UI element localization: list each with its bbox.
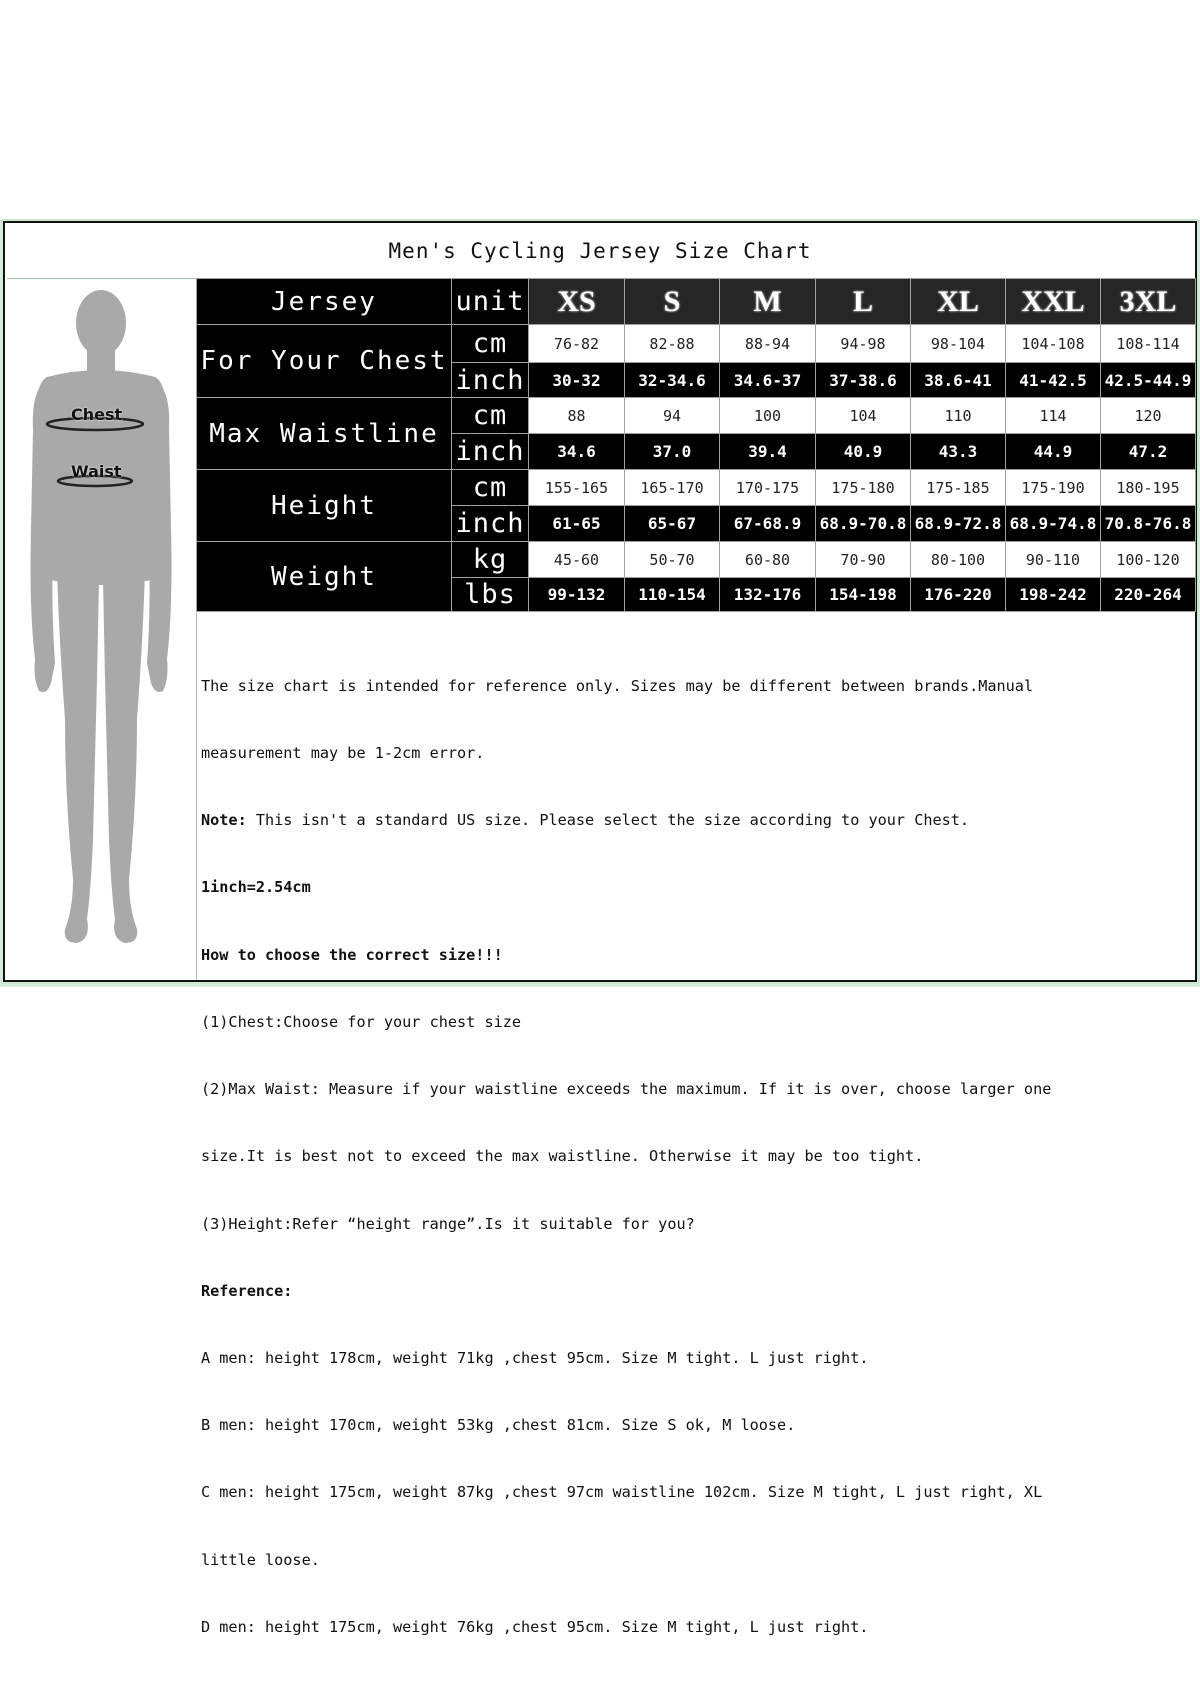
value-cell: 68.9-72.8 xyxy=(911,506,1006,542)
reference-line: D men: height 175cm, weight 76kg ,chest 95cm. Size M tight, L just right. xyxy=(201,1617,869,1636)
value-cell: 32-34.6 xyxy=(625,363,720,398)
size-xs: XS xyxy=(529,279,625,325)
value-cell: 37.0 xyxy=(625,434,720,470)
value-cell: 39.4 xyxy=(720,434,816,470)
value-cell: 76-82 xyxy=(529,325,625,363)
value-cell: 175-180 xyxy=(816,470,911,506)
value-cell: 110-154 xyxy=(625,578,720,612)
unit-cell: inch xyxy=(452,434,529,470)
value-cell: 176-220 xyxy=(911,578,1006,612)
value-cell: 68.9-74.8 xyxy=(1006,506,1101,542)
conversion-text: 1inch=2.54cm xyxy=(201,878,311,897)
size-xl: XL xyxy=(911,279,1006,325)
value-cell: 94-98 xyxy=(816,325,911,363)
value-cell: 94 xyxy=(625,398,720,434)
value-cell: 88 xyxy=(529,398,625,434)
value-cell: 34.6 xyxy=(529,434,625,470)
value-cell: 100 xyxy=(720,398,816,434)
value-cell: 70.8-76.8 xyxy=(1101,506,1196,542)
value-cell: 154-198 xyxy=(816,578,911,612)
size-m: M xyxy=(720,279,816,325)
value-cell: 30-32 xyxy=(529,363,625,398)
how-to-heading-text: How to choose the correct size!!! xyxy=(201,945,503,964)
size-3xl: 3XL xyxy=(1101,279,1196,325)
size-s: S xyxy=(625,279,720,325)
value-cell: 40.9 xyxy=(816,434,911,470)
value-cell: 43.3 xyxy=(911,434,1006,470)
value-cell: 198-242 xyxy=(1006,578,1101,612)
value-cell: 100-120 xyxy=(1101,542,1196,578)
value-cell: 68.9-70.8 xyxy=(816,506,911,542)
group-label-waist: Max Waistline xyxy=(197,398,452,470)
size-chart-frame xyxy=(3,221,1197,1636)
unit-cell: lbs xyxy=(452,578,529,612)
step-line: (3)Height:Refer “height range”.Is it suitable for you? xyxy=(201,1214,695,1233)
value-cell: 82-88 xyxy=(625,325,720,363)
unit-cell: kg xyxy=(452,542,529,578)
value-cell: 80-100 xyxy=(911,542,1006,578)
value-cell: 50-70 xyxy=(625,542,720,578)
value-cell: 41-42.5 xyxy=(1006,363,1101,398)
value-cell: 99-132 xyxy=(529,578,625,612)
value-cell: 132-176 xyxy=(720,578,816,612)
value-cell: 108-114 xyxy=(1101,325,1196,363)
note-text: This isn't a standard US size. Please select the size according to your Chest. xyxy=(246,811,970,830)
unit-cell: cm xyxy=(452,398,529,434)
value-cell: 60-80 xyxy=(720,542,816,578)
table-row xyxy=(197,398,1196,434)
table-header-row xyxy=(197,279,1196,325)
header-unit: unit xyxy=(452,279,529,325)
size-notes xyxy=(196,613,1195,1636)
unit-cell: cm xyxy=(452,470,529,506)
conversion-line xyxy=(201,876,1191,898)
unit-cell: cm xyxy=(452,325,529,363)
table-row xyxy=(197,542,1196,578)
table-row xyxy=(197,325,1196,363)
value-cell: 114 xyxy=(1006,398,1101,434)
value-cell: 104 xyxy=(816,398,911,434)
chart-title: Men's Cycling Jersey Size Chart xyxy=(388,238,812,263)
value-cell: 180-195 xyxy=(1101,470,1196,506)
value-cell: 120 xyxy=(1101,398,1196,434)
header-jersey: Jersey xyxy=(197,279,452,325)
note-line xyxy=(201,809,1191,831)
size-xxl: XXL xyxy=(1006,279,1101,325)
note-label: Note: xyxy=(201,811,247,830)
step-line: (1)Chest:Choose for your chest size xyxy=(201,1012,522,1031)
how-to-heading xyxy=(201,944,1191,966)
value-cell: 42.5-44.9 xyxy=(1101,363,1196,398)
reference-line: little loose. xyxy=(201,1550,320,1569)
value-cell: 90-110 xyxy=(1006,542,1101,578)
value-cell: 175-185 xyxy=(911,470,1006,506)
value-cell: 47.2 xyxy=(1101,434,1196,470)
unit-cell: inch xyxy=(452,363,529,398)
chest-label: Chest xyxy=(71,405,123,424)
value-cell: 88-94 xyxy=(720,325,816,363)
value-cell: 45-60 xyxy=(529,542,625,578)
value-cell: 65-67 xyxy=(625,506,720,542)
value-cell: 38.6-41 xyxy=(911,363,1006,398)
size-table xyxy=(196,278,1196,612)
value-cell: 155-165 xyxy=(529,470,625,506)
reference-line: A men: height 178cm, weight 71kg ,chest 95cm. Size M tight. L just right. xyxy=(201,1349,869,1367)
group-label-weight: Weight xyxy=(197,542,452,612)
value-cell: 67-68.9 xyxy=(720,506,816,542)
step-line: size.It is best not to exceed the max waistline. Otherwise it may be too tight. xyxy=(201,1147,924,1166)
value-cell: 98-104 xyxy=(911,325,1006,363)
value-cell: 37-38.6 xyxy=(816,363,911,398)
disclaimer-line: The size chart is intended for reference only. Sizes may be different between brands.Manual xyxy=(201,676,1034,695)
unit-cell: inch xyxy=(452,506,529,542)
reference-heading-text: Reference: xyxy=(201,1281,293,1300)
group-label-height: Height xyxy=(197,470,452,542)
step-line: (2)Max Waist: Measure if your waistline exceeds the maximum. If it is over, choose larger one xyxy=(201,1080,1052,1099)
value-cell: 175-190 xyxy=(1006,470,1101,506)
waist-label: Waist xyxy=(71,462,122,481)
reference-line: C men: height 175cm, weight 87kg ,chest 97cm waistline 102cm. Size M tight, L just right, XL xyxy=(201,1483,1043,1502)
reference-heading xyxy=(201,1280,1191,1302)
group-label-chest: For Your Chest xyxy=(197,325,452,398)
value-cell: 110 xyxy=(911,398,1006,434)
value-cell: 170-175 xyxy=(720,470,816,506)
body-figure-panel xyxy=(7,279,195,979)
value-cell: 44.9 xyxy=(1006,434,1101,470)
body-silhouette-icon xyxy=(7,279,195,979)
value-cell: 220-264 xyxy=(1101,578,1196,612)
value-cell: 70-90 xyxy=(816,542,911,578)
value-cell: 34.6-37 xyxy=(720,363,816,398)
disclaimer-line: measurement may be 1-2cm error. xyxy=(201,744,485,763)
reference-line: B men: height 170cm, weight 53kg ,chest 81cm. Size S ok, M loose. xyxy=(201,1416,796,1435)
size-l: L xyxy=(816,279,911,325)
value-cell: 104-108 xyxy=(1006,325,1101,363)
table-row xyxy=(197,470,1196,506)
value-cell: 165-170 xyxy=(625,470,720,506)
value-cell: 61-65 xyxy=(529,506,625,542)
